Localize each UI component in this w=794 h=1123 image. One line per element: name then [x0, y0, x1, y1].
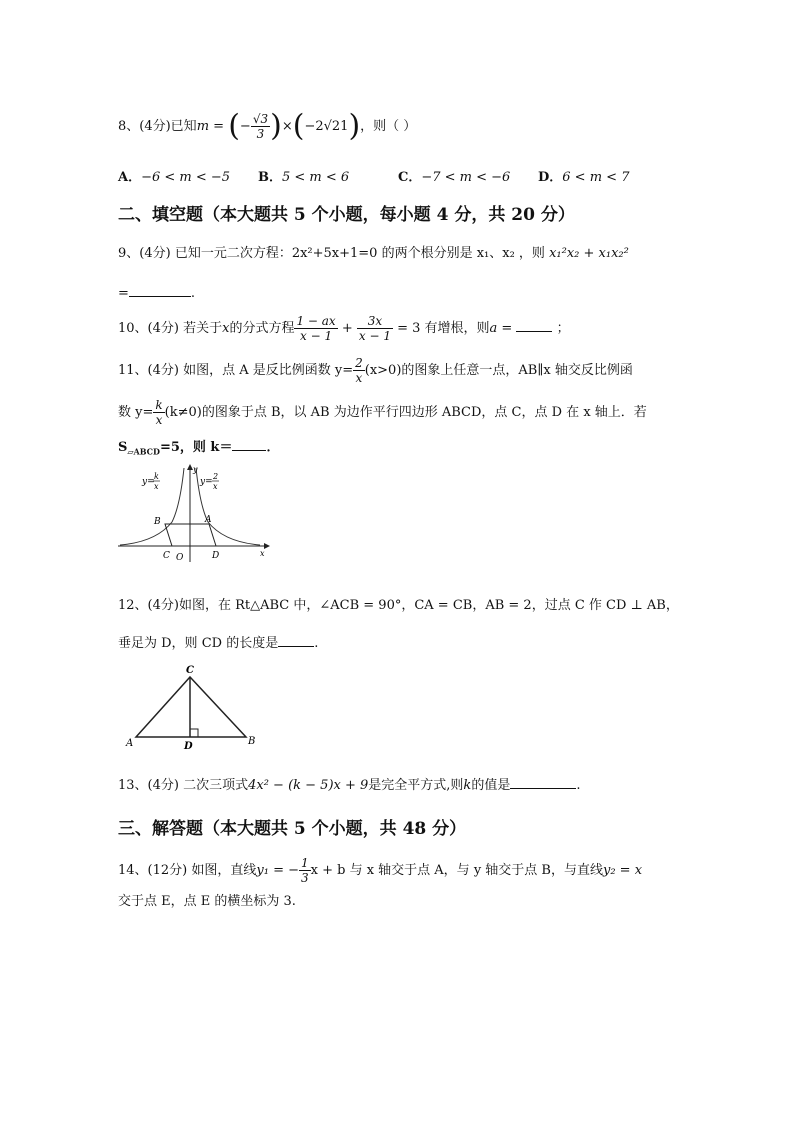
q8-m: m [196, 119, 210, 134]
svg-text:x: x [154, 482, 159, 491]
label-y-k-over-x: y= [142, 477, 155, 487]
section-3-heading: 三、解答题（本大题共 5 个小题，共 48 分） [118, 819, 467, 839]
label-y: y [193, 465, 198, 474]
point-c-label: C [186, 665, 194, 676]
svg-text:2: 2 [213, 472, 219, 481]
q12-figure [122, 662, 268, 754]
svg-text:k: k [154, 472, 159, 481]
q8-fraction: $\frac{√3}{3}$ [252, 112, 269, 141]
point-d-label: D [212, 551, 220, 561]
point-a-label: A [205, 515, 212, 525]
q8-second-factor: −2√21 [304, 119, 349, 134]
q9-answer-line: = . [118, 282, 195, 304]
q11-fraction-1: $\frac{2}{x}$ [355, 356, 363, 385]
svg-text:x: x [213, 482, 218, 491]
q11-fraction-2: $\frac{k}{x}$ [155, 398, 163, 427]
q13-answer-blank [510, 774, 576, 789]
q9-expression: x₁²x₂ + x₁x₂² [549, 246, 629, 261]
x-axis-arrow-icon [264, 543, 270, 549]
q12-answer-blank [278, 632, 314, 647]
q8-option-c: C．−7 < m < −6 [398, 170, 511, 185]
q11-line-2: 数 y= $\frac{k}{x}$ (k≠0)的图象于点 B，以 AB 为边作平行四边形 ABCD，点 C，点 D 在 x 轴上．若 [118, 398, 647, 427]
q10-answer-blank [516, 317, 552, 332]
q9-stem: 9、(4分) 已知一元二次方程：2x²+5x+1=0 的两个根分别是 x₁、x₂ ，则 x₁²x₂ + x₁x₂² [118, 246, 629, 261]
point-o-label: O [176, 553, 184, 563]
point-a-label: A [126, 738, 134, 749]
q11-line-3: $S_{▱ABCD}=5$，则 k＝ ． [118, 436, 279, 462]
q14-fraction: $\frac{1}{3}$ [300, 856, 309, 885]
q13-stem: 13、(4分) 二次三项式4x² − (k − 5)x + 9是完全平方式,则k的值是 . [118, 774, 580, 796]
point-c-label: C [163, 551, 170, 561]
triangle-abc [136, 677, 246, 737]
label-x: x [260, 549, 265, 558]
point-b-label: B [154, 517, 161, 527]
q9-answer-blank [129, 282, 191, 297]
q8-prefix: 8、(4分)已知 [118, 119, 197, 134]
q10-stem: 10、(4分) 若关于x的分式方程 $\frac{1 - ax}{x - 1}$ + $\frac{3x}{x - 1}$ = 3 有增根，则a = ； [118, 314, 570, 343]
q8-option-b: B．5 < m < 6 [258, 170, 350, 185]
q14-line-1: 14、(12分) 如图，直线y₁ = − $\frac{1}{3}$ x + b 与 x 轴交于点 A，与 y 轴交于点 B，与直线y₂ = x [118, 856, 643, 885]
q8-suffix: ，则（ ） [360, 119, 417, 134]
point-b-label: B [248, 736, 256, 747]
q8-option-a: A．−6 < m < −5 [118, 170, 231, 185]
q13-expression: 4x² − (k − 5)x + 9 [248, 778, 369, 793]
q11-line-1: 11、(4分) 如图，点 A 是反比例函数 y= $\frac{2}{x}$ (x>0)的图象上任意一点，AB∥x 轴交反比例函 [118, 356, 633, 385]
section-2-heading: 二、填空题（本大题共 5 个小题，每小题 4 分，共 20 分） [118, 205, 575, 225]
q11-answer-blank [232, 436, 266, 451]
point-d-label: D [184, 741, 193, 752]
q8-option-d: D．6 < m < 7 [538, 170, 630, 185]
q11-figure [116, 462, 276, 566]
q10-fraction-2: $\frac{3x}{x - 1}$ [358, 314, 391, 343]
label-y-2-over-x: y= [200, 477, 213, 487]
q14-line-2: 交于点 E，点 E 的横坐标为 3. [118, 894, 296, 909]
right-angle-marker-icon [190, 729, 198, 737]
q10-fraction-1: $\frac{1 - ax}{x - 1}$ [296, 314, 336, 343]
q8-stem: 8、(4分)已知m = (− $\frac{√3}{3}$ )×(−2√21)，则（ ） [118, 108, 417, 144]
q12-line-2: 垂足为 D，则 CD 的长度是 . [118, 632, 318, 654]
q12-line-1: 12、(4分)如图，在 Rt△ABC 中，∠ACB = 90°，CA = CB，AB = 2，过点 C 作 CD ⊥ AB， [118, 598, 679, 613]
